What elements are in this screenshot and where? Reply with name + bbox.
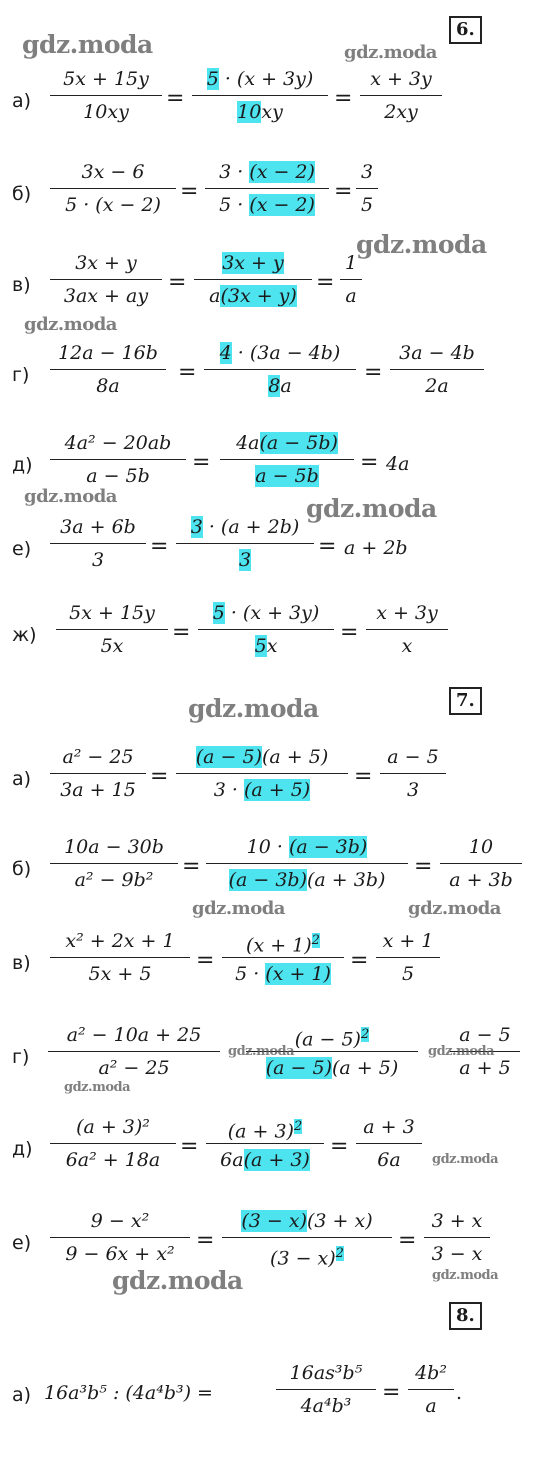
item-label: ж) — [12, 624, 37, 646]
denominator: 3ax + ay — [63, 285, 149, 307]
highlight-exponent: 2 — [293, 1119, 303, 1134]
watermark: gdz.moda — [306, 494, 437, 523]
equals-sign: = — [180, 1134, 199, 1159]
fraction-result — [356, 1112, 422, 1175]
numerator: x + 3y — [370, 68, 432, 90]
highlight-factor: a − 5b — [255, 465, 319, 487]
fraction-factored — [205, 157, 329, 220]
highlight-factor: (a − 5) — [195, 746, 262, 768]
task-number-badge: 6. — [449, 16, 482, 44]
fraction-original — [50, 1206, 190, 1269]
denominator: a + 3b — [449, 869, 513, 891]
fraction-original — [50, 157, 176, 220]
denominator: 3 − x — [431, 1243, 483, 1265]
numerator: 3a − 4b — [399, 342, 475, 364]
denominator-rest: (a + 5) — [332, 1057, 399, 1079]
equals-sign: = — [196, 1228, 215, 1253]
equals-sign: = — [318, 534, 337, 559]
fraction-factored — [198, 598, 334, 661]
denominator-pre: 5 · — [235, 963, 266, 985]
fraction-result — [440, 832, 522, 895]
denominator: 9 − 6x + x² — [65, 1243, 175, 1265]
fraction-factored — [206, 832, 408, 895]
numerator-rest: · (3a − 4b) — [231, 342, 341, 364]
watermark: gdz.moda — [228, 1044, 295, 1059]
equals-sign: = — [330, 1134, 349, 1159]
numerator: 3 — [360, 161, 374, 183]
numerator: a − 5 — [459, 1024, 511, 1046]
task-number-badge: 7. — [449, 687, 482, 715]
highlight-factor: 5 — [212, 602, 225, 624]
numerator: a² − 10a + 25 — [66, 1024, 202, 1046]
equals-sign: = — [150, 534, 169, 559]
numerator: 5x + 15y — [63, 68, 149, 90]
watermark: gdz.moda — [24, 486, 117, 507]
numerator-rest: · (x + 3y) — [218, 68, 314, 90]
watermark: gdz.moda — [64, 1080, 131, 1095]
equals-sign: = — [354, 764, 373, 789]
fraction-original — [50, 742, 146, 805]
item-label: е) — [12, 538, 32, 560]
equals-sign: = — [414, 854, 433, 879]
denominator: 5x + 5 — [88, 963, 152, 985]
numerator-rest: (3 + x) — [307, 1210, 373, 1232]
equals-sign: = — [150, 764, 169, 789]
fraction-result — [376, 926, 440, 989]
denominator: 3a + 15 — [60, 779, 136, 801]
fraction-factored — [204, 338, 356, 401]
denominator: 6a² + 18a — [65, 1149, 161, 1171]
denominator-pre: 5 · — [219, 194, 250, 216]
numerator: 4a² − 20ab — [64, 432, 172, 454]
numerator: x + 3y — [376, 602, 438, 624]
numerator-rest: · (a + 2b) — [202, 516, 300, 538]
denominator: a — [425, 1395, 437, 1417]
equals-sign: = — [316, 270, 335, 295]
fraction-factored — [176, 512, 314, 575]
denominator-pre: 3 · — [213, 779, 244, 801]
watermark: gdz.moda — [344, 42, 437, 63]
numerator: 10a − 30b — [64, 836, 164, 858]
highlight-factor: (3x + y) — [220, 285, 297, 307]
fraction-result — [366, 598, 448, 661]
equals-sign: = — [382, 1380, 401, 1405]
highlight-exponent: 2 — [360, 1027, 370, 1042]
equals-sign: = — [398, 1228, 417, 1253]
fraction-result — [408, 1358, 454, 1421]
highlight-factor: (a + 5) — [243, 779, 311, 801]
item-label: д) — [12, 1138, 33, 1160]
numerator-rest: (a + 5) — [262, 746, 329, 768]
numerator-rest: · (x + 3y) — [224, 602, 320, 624]
denominator: a — [345, 285, 357, 307]
fraction-result — [424, 1206, 490, 1269]
denominator: 5x — [100, 635, 124, 657]
denominator-rest: xy — [261, 101, 283, 123]
highlight-factor: 10 — [237, 101, 262, 123]
denominator: a² − 25 — [98, 1057, 170, 1079]
numerator-pre: (x + 1) — [246, 934, 312, 957]
equals-sign: = — [166, 86, 185, 111]
numerator: 16as³b⁵ — [289, 1362, 363, 1384]
result-expression: a + 2b — [344, 537, 408, 559]
highlight-factor: 3 — [190, 516, 203, 538]
highlight-factor: 3x + y — [222, 252, 284, 274]
equals-sign: = — [360, 450, 379, 475]
watermark: gdz.moda — [24, 314, 117, 335]
highlight-factor: 5 — [206, 68, 219, 90]
fraction-factored — [194, 248, 312, 311]
numerator: 4b² — [415, 1362, 447, 1384]
equals-sign: = — [334, 179, 353, 204]
denominator-rest: a — [280, 375, 292, 397]
equals-sign: = — [196, 948, 215, 973]
fraction-factored — [222, 1206, 392, 1269]
fraction-result — [390, 338, 484, 401]
numerator: 12a − 16b — [58, 342, 158, 364]
numerator-pre: 10 · — [246, 836, 289, 858]
numerator-pre: (a − 5) — [294, 1028, 361, 1051]
fraction-original — [50, 338, 166, 401]
watermark: gdz.moda — [408, 898, 501, 919]
numerator: x + 1 — [382, 930, 434, 952]
item-label: е) — [12, 1232, 32, 1254]
fraction-factored — [176, 742, 348, 805]
task-number-badge: 8. — [449, 1302, 482, 1330]
item-label: а) — [12, 768, 32, 790]
fraction-original — [50, 832, 178, 895]
equals-sign: = — [172, 620, 191, 645]
denominator-rest: x — [266, 635, 278, 657]
fraction-original — [50, 64, 162, 127]
watermark: gdz.moda — [192, 898, 285, 919]
equals-sign: = — [350, 948, 369, 973]
item-label: а) — [12, 1384, 32, 1406]
fraction-factored — [206, 1112, 324, 1175]
highlight-factor: (3 − x) — [241, 1210, 307, 1232]
numerator: x² + 2x + 1 — [65, 930, 175, 952]
fraction-result — [360, 64, 442, 127]
fraction-original — [56, 598, 168, 661]
equals-sign: = — [334, 86, 353, 111]
item-label: в) — [12, 274, 31, 296]
denominator: 3 — [91, 549, 105, 571]
equals-sign: = — [168, 270, 187, 295]
equals-sign: = — [178, 360, 197, 385]
denominator: 2xy — [384, 101, 418, 123]
item-label: г) — [12, 364, 30, 386]
watermark: gdz.moda — [188, 694, 319, 723]
numerator: 5x + 15y — [69, 602, 155, 624]
item-label: а) — [12, 90, 32, 112]
numerator: a + 3 — [363, 1116, 415, 1138]
numerator: 3x + y — [75, 252, 137, 274]
watermark: gdz.moda — [432, 1268, 499, 1283]
denominator: 5 · (x − 2) — [65, 194, 161, 216]
equals-sign: = — [182, 854, 201, 879]
numerator: 9 − x² — [90, 1210, 150, 1232]
numerator: 3a + 6b — [60, 516, 136, 538]
result-expression: 4a — [386, 453, 410, 475]
denominator: a − 5b — [86, 465, 150, 487]
highlight-factor: (x − 2) — [249, 194, 315, 216]
equals-sign: = — [180, 179, 199, 204]
item-label: б) — [12, 183, 32, 205]
watermark: gdz.moda — [22, 30, 153, 59]
fraction-original — [50, 926, 190, 989]
numerator: a − 5 — [387, 746, 439, 768]
fraction-original — [50, 1112, 176, 1175]
numerator: 3x − 6 — [81, 161, 145, 183]
denominator: x — [401, 635, 413, 657]
numerator-pre: (a + 3) — [227, 1120, 294, 1143]
denominator: 5 — [360, 194, 374, 216]
item-label: в) — [12, 952, 31, 974]
item-label: д) — [12, 454, 33, 476]
fraction-original — [48, 1020, 220, 1083]
numerator: 3 + x — [431, 1210, 483, 1232]
highlight-factor: 4 — [219, 342, 232, 364]
denominator: a² − 9b² — [74, 869, 154, 891]
highlight-factor: 8 — [268, 375, 281, 397]
fraction-original — [50, 512, 146, 575]
fraction-original — [50, 248, 162, 311]
numerator: a² − 25 — [62, 746, 134, 768]
lhs-expression: 16a³b⁵ : (4a⁴b³) = — [44, 1382, 213, 1404]
fraction-intermediate — [276, 1358, 376, 1421]
numerator: (a + 3)² — [76, 1116, 150, 1138]
denominator: 6a — [377, 1149, 401, 1171]
fraction-result — [356, 157, 378, 220]
highlight-factor: (x − 2) — [249, 161, 315, 183]
watermark: gdz.moda — [112, 1266, 243, 1295]
watermark: gdz.moda — [356, 230, 487, 259]
equals-sign: = — [192, 450, 211, 475]
item-label: б) — [12, 858, 32, 880]
denominator-rest: (a + 3b) — [307, 869, 386, 891]
highlight-factor: 5 — [254, 635, 267, 657]
denominator: 5 — [401, 963, 415, 985]
denominator-pre: 6a — [220, 1149, 244, 1171]
numerator: 10 — [468, 836, 494, 858]
fraction-factored — [222, 926, 344, 989]
equals-sign: = — [364, 360, 383, 385]
highlight-factor: 3 — [238, 549, 252, 571]
denominator: 10xy — [83, 101, 129, 123]
denominator-pre: a — [209, 285, 221, 307]
denominator: 8a — [96, 375, 120, 397]
period: . — [456, 1382, 463, 1404]
denominator: 3 — [406, 779, 420, 801]
item-label: г) — [12, 1046, 30, 1068]
fraction-factored — [220, 428, 354, 491]
watermark: gdz.moda — [428, 1044, 495, 1059]
highlight-factor: (a + 3) — [243, 1149, 310, 1171]
numerator: 1 — [344, 252, 358, 274]
highlight-factor: (a − 3b) — [228, 869, 307, 891]
highlight-factor: (x + 1) — [265, 963, 331, 985]
denominator: 2a — [425, 375, 449, 397]
watermark: gdz.moda — [432, 1152, 499, 1167]
fraction-result — [380, 742, 446, 805]
highlight-factor: (a − 5) — [265, 1057, 332, 1079]
highlight-factor: (a − 3b) — [288, 836, 368, 858]
denominator: 4a⁴b³ — [300, 1395, 352, 1417]
highlight-exponent: 2 — [311, 933, 320, 948]
highlight-exponent: 2 — [335, 1246, 344, 1261]
numerator-pre: 4a — [236, 432, 260, 454]
denominator: a + 5 — [459, 1057, 511, 1079]
fraction-original — [50, 428, 186, 491]
numerator-pre: 3 · — [219, 161, 250, 183]
denominator-pre: (3 − x) — [270, 1247, 336, 1270]
fraction-factored — [192, 64, 328, 127]
equals-sign: = — [340, 620, 359, 645]
highlight-factor: (a − 5b) — [259, 432, 338, 454]
